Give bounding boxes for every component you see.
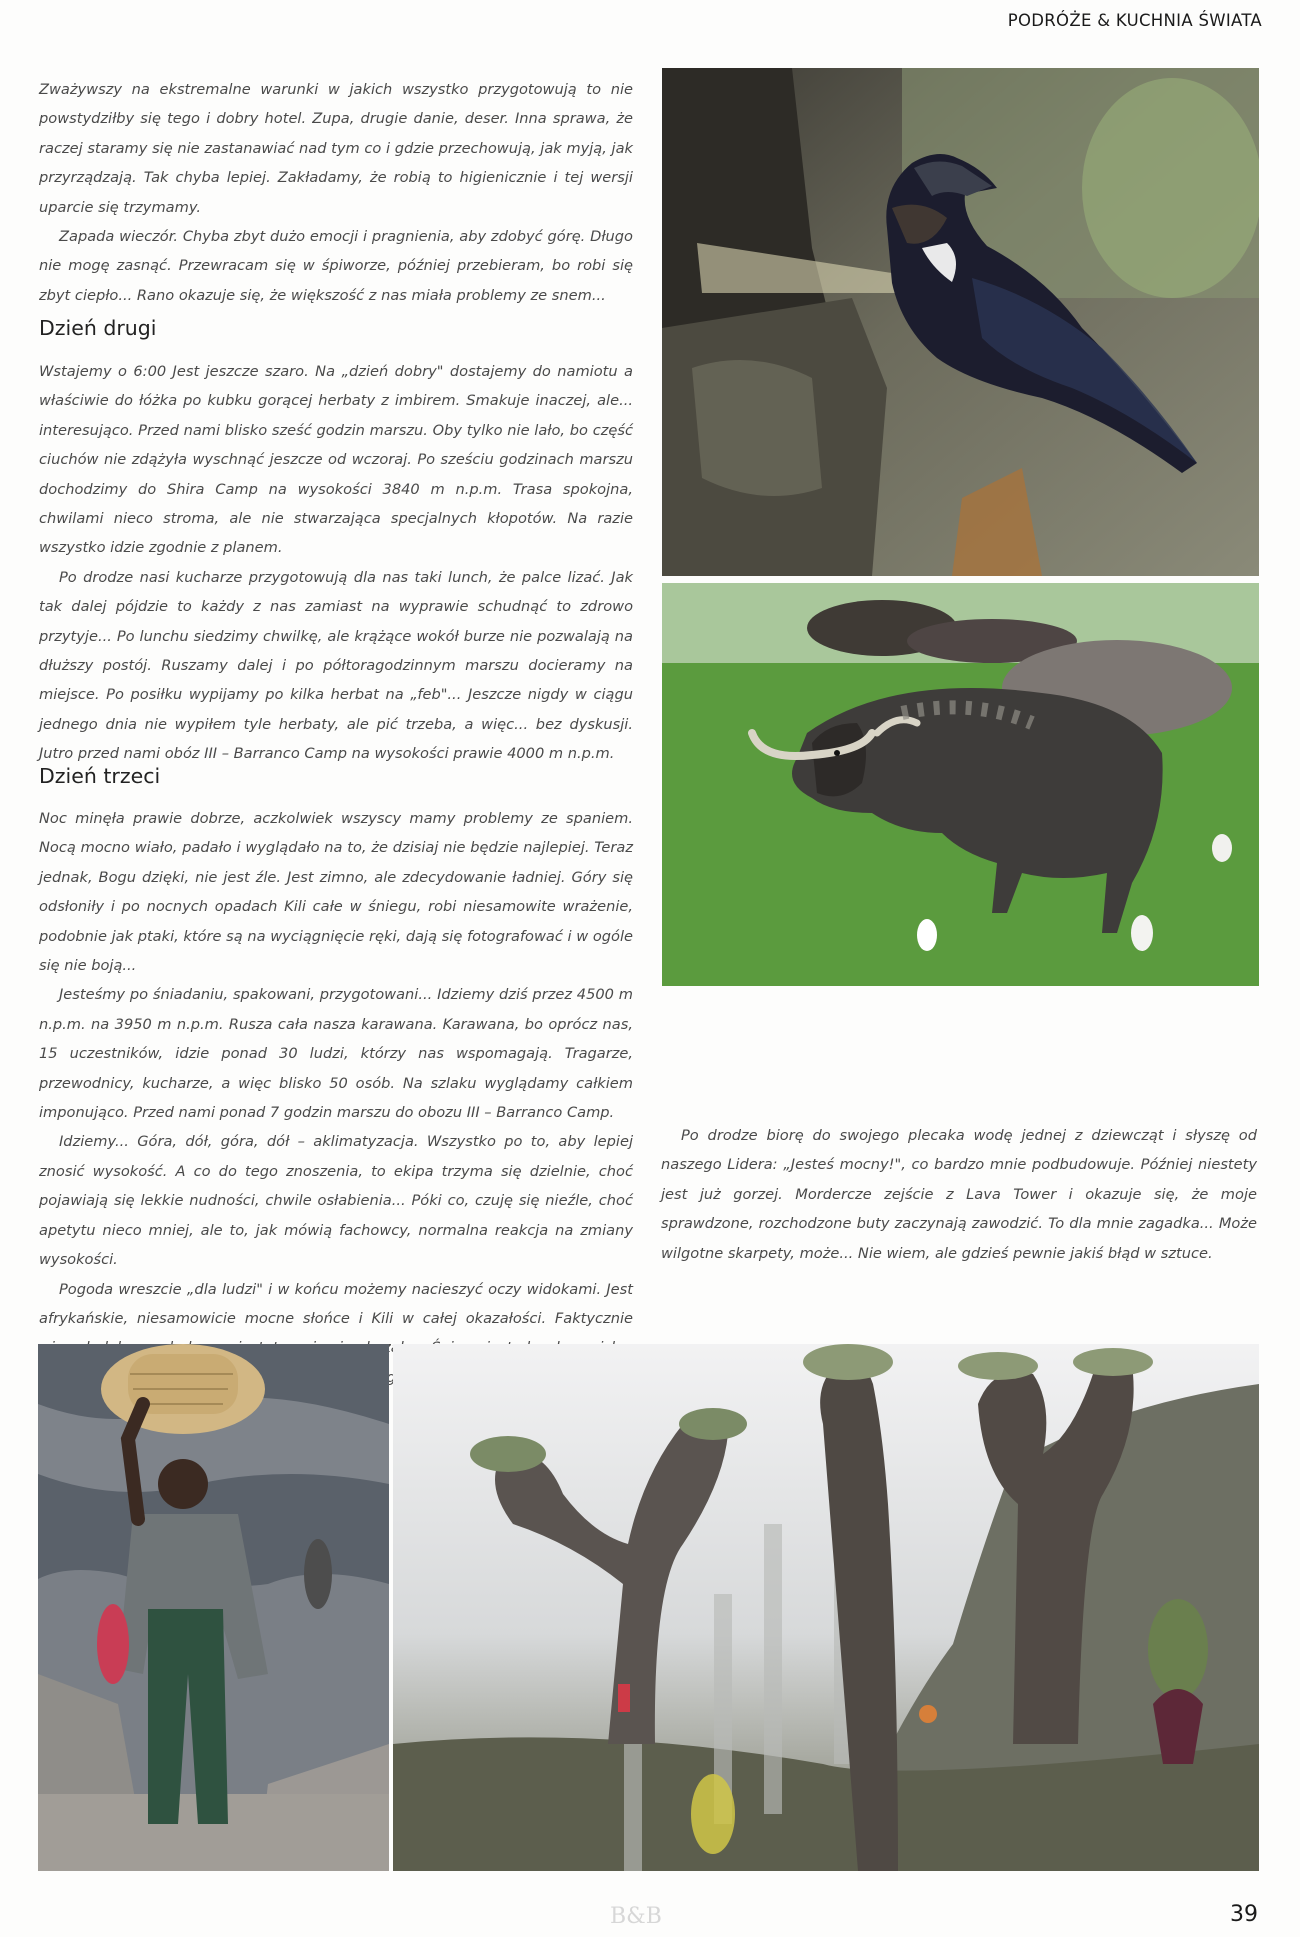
- porter-photo: [38, 1344, 389, 1871]
- raven-photo: [662, 68, 1259, 576]
- magazine-logo: B&B: [610, 1904, 662, 1929]
- day2-body: [39, 357, 633, 769]
- day2-section: [39, 316, 633, 340]
- intro-paragraph-2: Zapada wieczór. Chyba zbyt dużo emocji i pragnienia, aby zdobyć górę. Długo nie mogę zasnąć. Przewracam się w śpiworze, później przebieram, bo robi się zbyt ciepło... Rano okazuje się, że większość z nas miała problemy ze snem...: [39, 228, 633, 304]
- left-column: [39, 75, 633, 310]
- day2-paragraph-1: Wstajemy o 6:00 Jest jeszcze szaro. Na „dzień dobry" dostajemy do namiotu a właściwie do łóżka po kubku gorącej herbaty z imbirem. Smakuje inaczej, ale... interesująco. Przed nami blisko sześć godzin marszu. Oby tylko nie lało, bo część ciuchów nie zdążyła wyschnąć jeszcze od wczoraj. Po sześciu godzinach marszu dochodzimy do Shira Camp na wysokości 3840 m n.p.m. Trasa spokojna, chwilami nieco stroma, ale nie stwarzająca specjalnych kłopotów. Na razie wszystko idzie zgodnie z planem.: [39, 363, 633, 557]
- day3-heading: Dzień trzeci: [39, 764, 161, 788]
- page-number: 39: [1230, 1902, 1258, 1927]
- day2-paragraph-2: Po drodze nasi kucharze przygotowują dla nas taki lunch, że palce lizać. Jak tak dalej pójdzie to każdy z nas zamiast na wyprawie schudnąć to zdrowo przytyje... Po lunchu siedzimy chwilkę, ale krążące wokół burze nie pozwalają na dłuższy postój. Ruszamy dalej i po półtoragodzinnym marszu docieramy na miejsce. Po posiłku wypijamy po kilka herbat na „feb"... Jeszcze nigdy w ciągu jednego dnia nie wypiłem tyle herbaty, ale pić trzeba, a więc... bez dyskusji. Jutro przed nami obóz III – Barranco Camp na wysokości prawie 4000 m n.p.m.: [39, 568, 633, 763]
- day3-paragraph-3: Idziemy... Góra, dół, góra, dół – aklimatyzacja. Wszystko po to, aby lepiej znosić wysokość. A co do tego znoszenia, to ekipa trzyma się dzielnie, choć pojawiają się lekkie nudności, chwile osłabienia... Póki co, czuję się nieźle, choć apetytu nieco mniej, ale to, jak mówią fachowcy, normalna reakcja na zmiany wysokości.: [39, 1133, 633, 1269]
- day3-paragraph-1: Noc minęła prawie dobrze, aczkolwiek wszyscy mamy problemy ze spaniem. Nocą mocno wiało, padało i wyglądało na to, że dzisiaj nie będzie najlepiej. Teraz jednak, Bogu dzięki, nie jest źle. Jest zimno, ale zdecydowanie ładniej. Góry się odsłoniły i po nocnych opadach Kili całe w śniegu, robi niesamowite wrażenie, podobnie jak ptaki, które są na wyciągnięcie ręki, dają się fotografować i w ogóle się nie boją...: [39, 810, 633, 975]
- section-label: PODRÓŻE & KUCHNIA ŚWIATA: [1007, 11, 1262, 30]
- groundsel-photo: [393, 1344, 1259, 1871]
- buffalo-photo: [662, 583, 1259, 986]
- right-column: [661, 1121, 1257, 1268]
- right-paragraph-1: Po drodze biorę do swojego plecaka wodę jednej z dziewcząt i słyszę od naszego Lidera: „Jesteś mocny!", co bardzo mnie podbudowuje. Później niestety jest już gorzej. Mordercze zejście z Lava Tower i okazuje się, że moje sprawdzone, rozchodzone buty zaczynają zawodzić. To dla mnie zagadka... Może wilgotne skarpety, może... Nie wiem, ale gdzieś pewnie jakiś błąd w sztuce.: [661, 1127, 1257, 1262]
- day3-section: [39, 764, 633, 788]
- day2-heading: Dzień drugi: [39, 316, 157, 340]
- day3-body: [39, 804, 633, 1422]
- day3-paragraph-4: Pogoda wreszcie „dla ludzi" i w końcu możemy nacieszyć oczy widokami. Jest afrykańskie, niesamowicie mocne słońce i Kili w całej okazałości. Faktycznie: [39, 1280, 633, 1327]
- day3-paragraph-2: Jesteśmy po śniadaniu, spakowani, przygotowani... Idziemy dziś przez 4500 m n.p.m. na 3950 m n.p.m. Rusza cała nasza karawana. Karawana, bo oprócz nas, 15 uczestników, idzie ponad 30 ludzi, którzy nas wspomagają. Tragarze, przewodnicy, kucharze, a więc blisko 50 osób. Na szlaku wyglądamy całkiem imponująco. Przed nami ponad 7 godzin marszu do obozu III – Barranco Camp.: [39, 986, 633, 1122]
- intro-paragraph-1: Zważywszy na ekstremalne warunki w jakich wszystko przygotowują to nie powstydziłby się tego i dobry hotel. Zupa, drugie danie, deser. Inna sprawa, że raczej staramy się nie zastanawiać nad tym co i gdzie przechowują, jak myją, jak przyrządzają. Tak chyba lepiej. Zakładamy, że robią to higienicznie i tej wersji uparcie się trzymamy.: [39, 81, 633, 216]
